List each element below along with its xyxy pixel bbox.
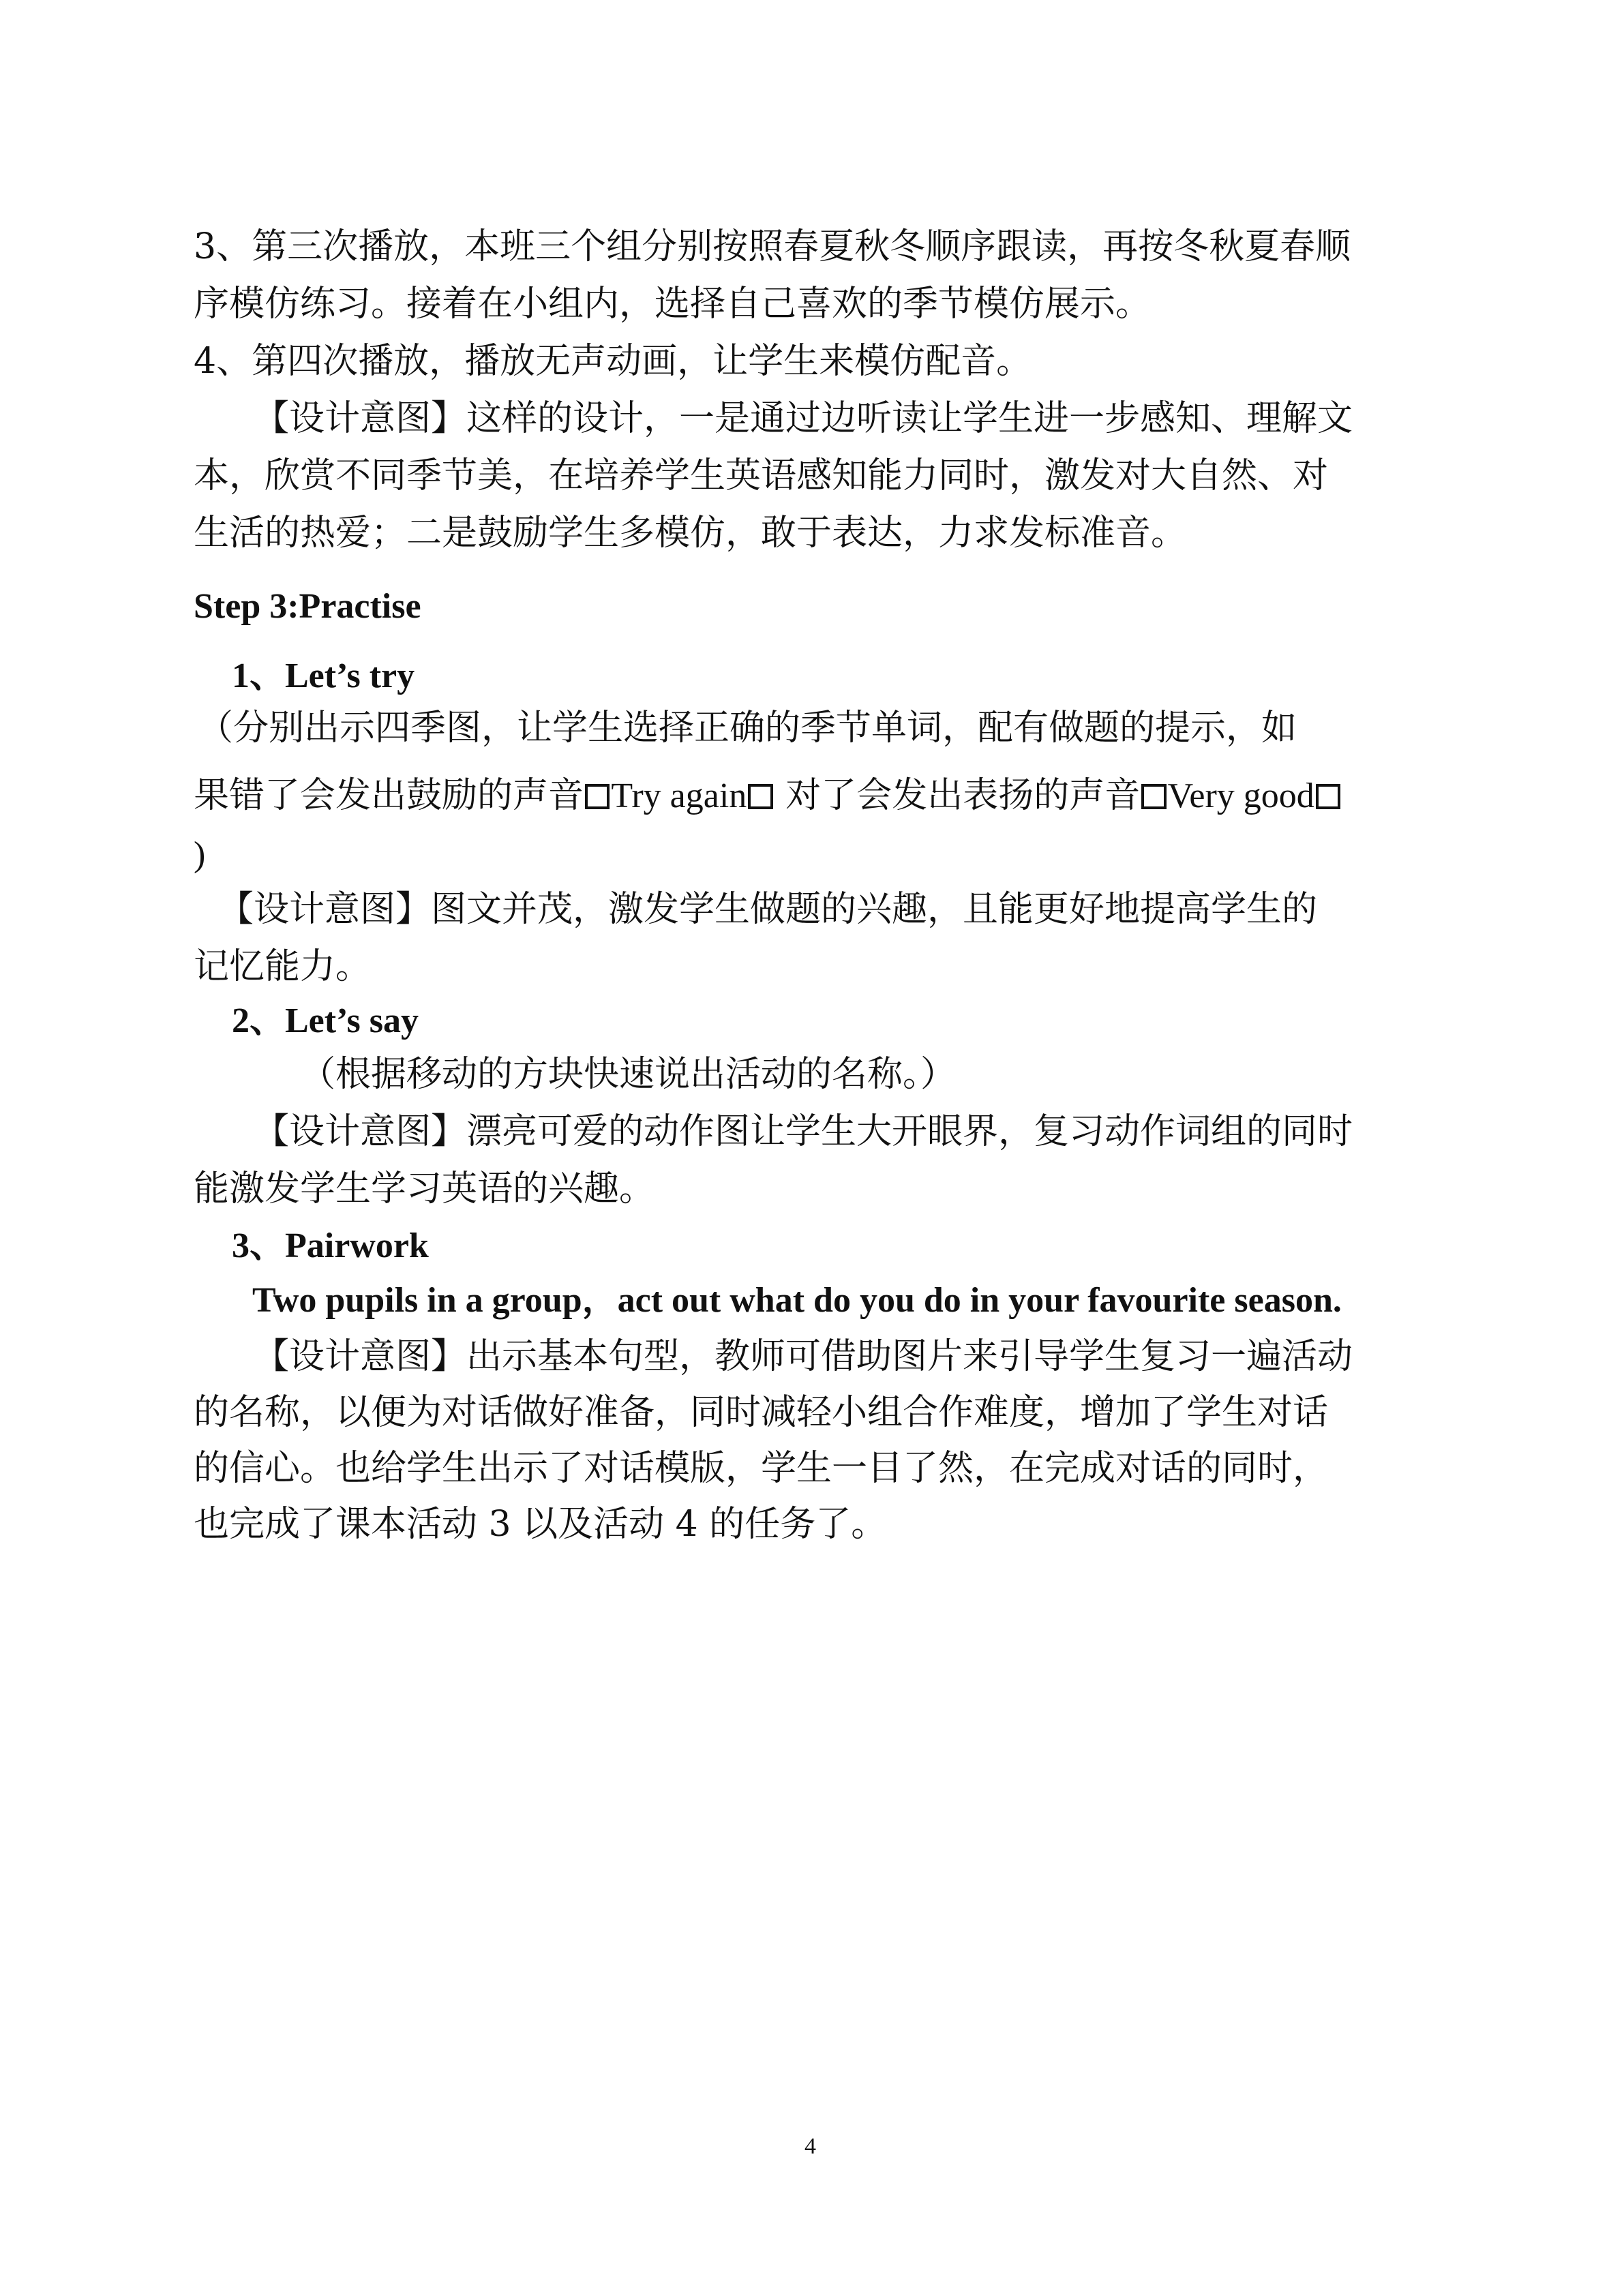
item1-heading: 1、Let’s try <box>232 656 415 695</box>
paragraph-line: 3、第三次播放，本班三个组分别按照春夏秋冬顺序跟读，再按冬秋夏春顺 <box>194 226 1351 267</box>
item1-intent-line: 记忆能力。 <box>194 946 372 987</box>
missing-glyph-box-icon <box>1141 784 1166 809</box>
item3-intent-line: 也完成了课本活动 3 以及活动 4 的任务了。 <box>194 1504 887 1545</box>
item1-line3: ) <box>194 835 206 874</box>
item2-intent-line: 【设计意图】漂亮可爱的动作图让学生大开眼界，复习动作词组的同时 <box>254 1111 1353 1152</box>
try-again-text: Try again <box>611 776 747 815</box>
step3-heading: Step 3:Practise <box>194 587 421 626</box>
item3-intent-line: 【设计意图】出示基本句型，教师可借助图片来引导学生复习一遍活动 <box>254 1336 1353 1377</box>
item2-text: （根据移动的方块快速说出活动的名称。） <box>300 1054 957 1095</box>
item3-intent-line: 的名称，以便为对话做好准备，同时减轻小组合作难度，增加了学生对话 <box>194 1392 1329 1433</box>
item1-line2-c: 对了会发出表扬的声音 <box>785 775 1141 816</box>
item3-heading: 3、Pairwork <box>232 1226 429 1265</box>
item1-line2 <box>194 774 1342 818</box>
item3-text: Two pupils in a group，act out what do you do in your favourite season. <box>252 1281 1342 1320</box>
paragraph-line: 生活的热爱；二是鼓励学生多模仿，敢于表达，力求发标准音。 <box>194 513 1187 554</box>
item1-line1: （分别出示四季图，让学生选择正确的季节单词，配有做题的提示，如 <box>198 708 1297 749</box>
page-number: 4 <box>805 2134 816 2159</box>
item1-intent-line: 【设计意图】图文并茂，激发学生做题的兴趣，且能更好地提高学生的 <box>218 889 1318 930</box>
missing-glyph-box-icon <box>585 784 610 809</box>
paragraph-line: 序模仿练习。接着在小组内，选择自己喜欢的季节模仿展示。 <box>194 284 1152 324</box>
item2-heading: 2、Let’s say <box>232 1001 419 1040</box>
missing-glyph-box-icon <box>748 784 772 809</box>
missing-glyph-box-icon <box>1316 784 1340 809</box>
item3-intent-line: 的信心。也给学生出示了对话模版，学生一目了然，在完成对话的同时， <box>194 1448 1329 1489</box>
item2-intent-line: 能激发学生学习英语的兴趣。 <box>194 1168 655 1209</box>
item1-line2-a: 果错了会发出鼓励的声音 <box>194 775 584 816</box>
very-good-text: Very good <box>1167 776 1314 815</box>
design-intent-line: 【设计意图】这样的设计，一是通过边听读让学生进一步感知、理解文 <box>254 398 1353 439</box>
paragraph-line: 4、第四次播放，播放无声动画，让学生来模仿配音。 <box>194 341 1032 382</box>
paragraph-line: 本，欣赏不同季节美，在培养学生英语感知能力同时，激发对大自然、对 <box>194 455 1329 496</box>
